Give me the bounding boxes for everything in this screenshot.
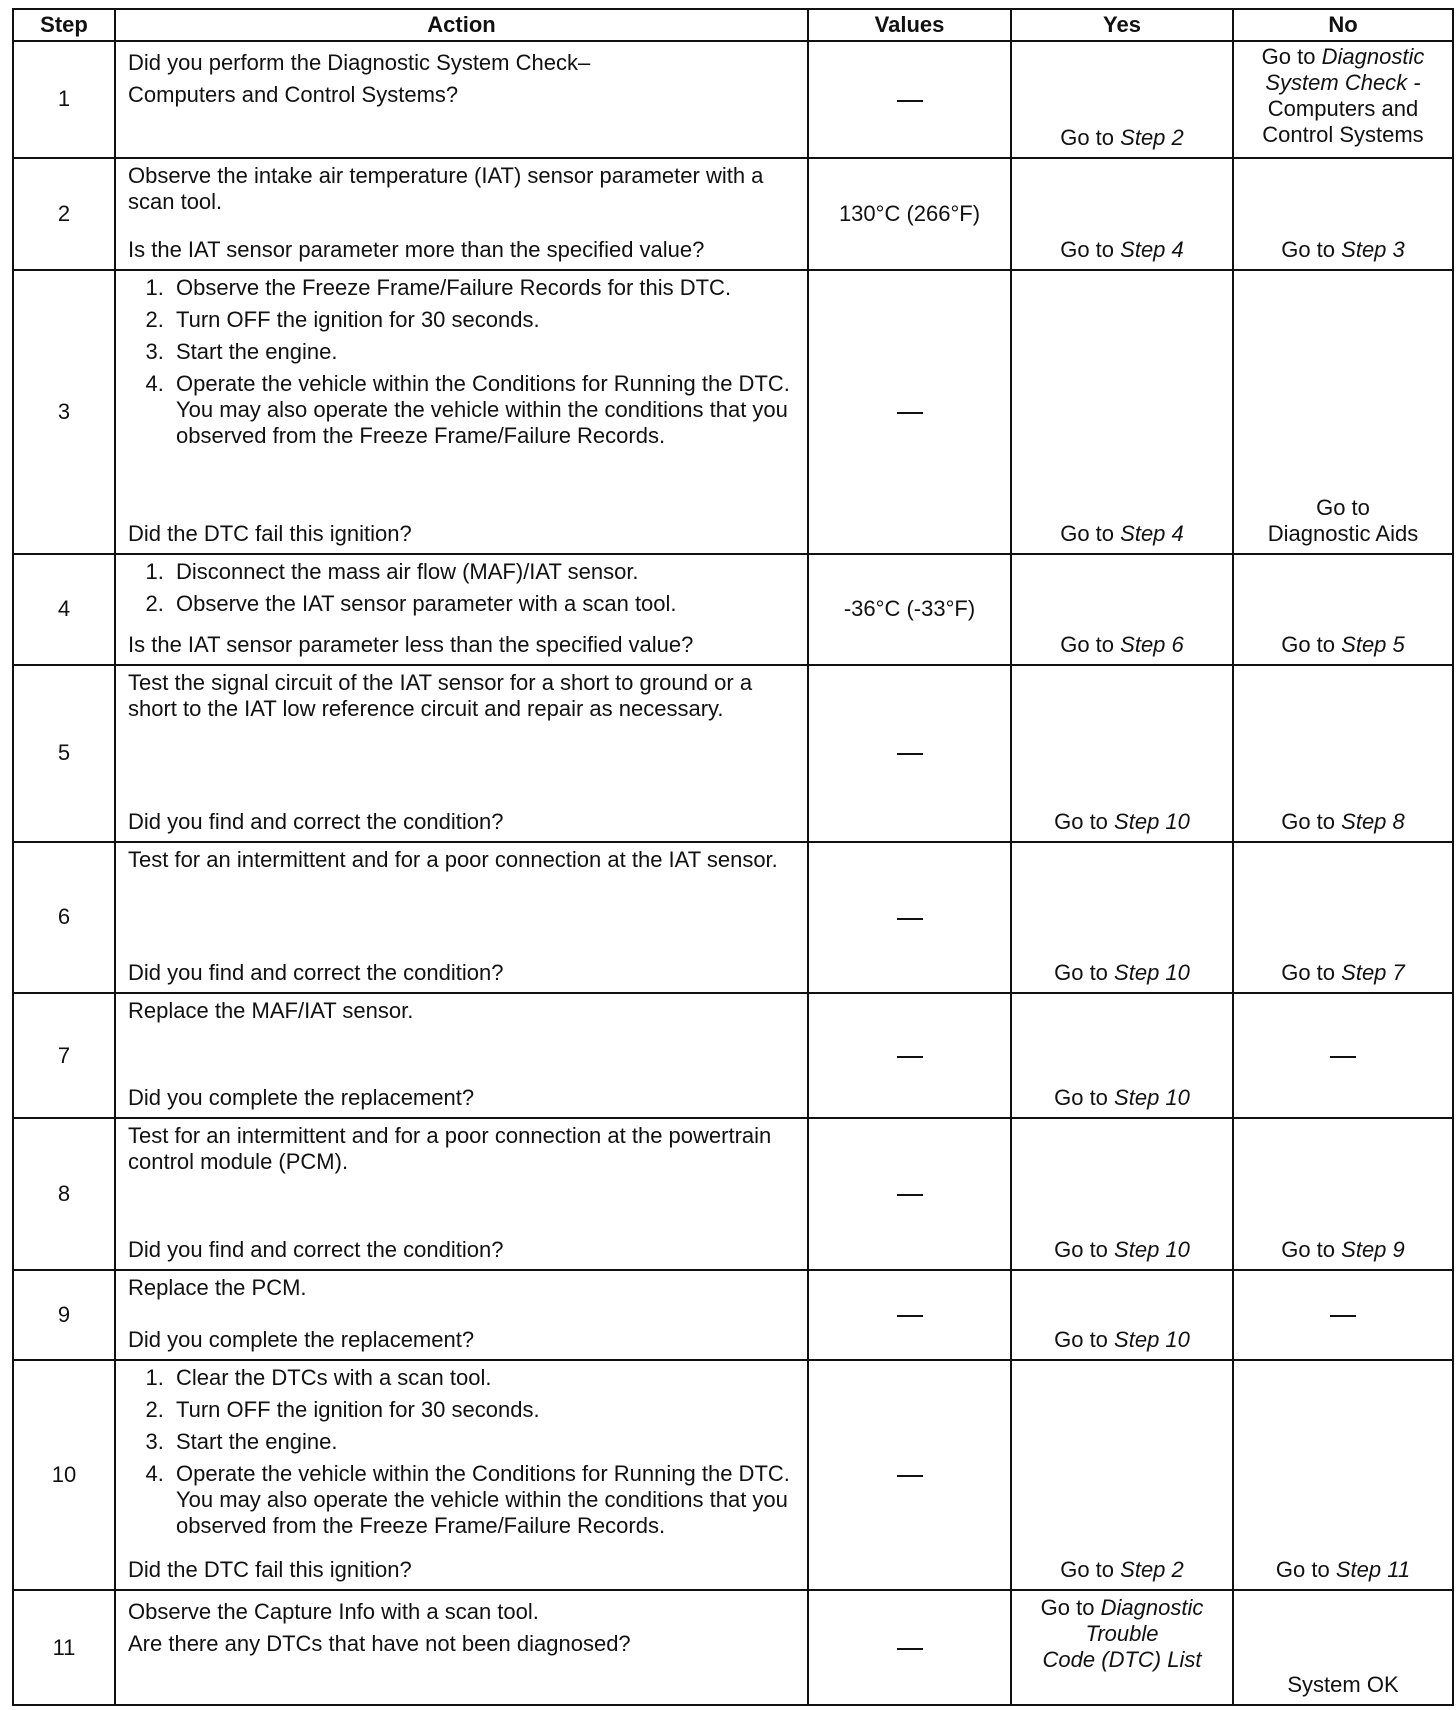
yes-link[interactable]: Diagnostic	[1100, 1595, 1204, 1621]
value-cell	[808, 1270, 1011, 1360]
no-cell	[1233, 158, 1453, 271]
action-text: Replace the PCM.	[128, 1274, 307, 1300]
dash-mark	[897, 1056, 923, 1058]
header-row	[13, 9, 1453, 41]
procedure-item: 1. Disconnect the mass air flow (MAF)/IAT sensor.	[170, 559, 799, 585]
value-cell: -36°C (-33°F)	[808, 554, 1011, 665]
yes-cell	[1011, 41, 1233, 158]
action-cell	[115, 1270, 808, 1360]
table-row	[13, 1118, 1453, 1270]
step-number: 6	[13, 842, 115, 994]
yes-cell	[1011, 1118, 1233, 1270]
procedure-list	[128, 275, 799, 455]
dash-mark	[897, 1194, 923, 1196]
action-text: Computers and Control Systems?	[128, 82, 459, 107]
procedure-item: 3. Start the engine.	[170, 1429, 799, 1455]
no-link[interactable]: System Check -	[1265, 70, 1421, 95]
go-to-label: Go to	[1281, 960, 1336, 986]
go-to-label: Go to	[1281, 1236, 1336, 1262]
yes-cell	[1011, 842, 1233, 994]
no-link[interactable]: Step 5	[1341, 631, 1405, 657]
yes-link[interactable]: Step 6	[1120, 631, 1184, 657]
value-cell	[808, 993, 1011, 1118]
yes-cell	[1011, 158, 1233, 271]
yes-cell	[1011, 1590, 1233, 1705]
yes-link[interactable]: Code (DTC) List	[1042, 1647, 1202, 1673]
action-cell	[115, 1360, 808, 1590]
dash-mark	[897, 918, 923, 920]
go-to-label: Go to	[1261, 44, 1316, 69]
no-link[interactable]: Step 8	[1341, 808, 1405, 834]
no-cell	[1233, 41, 1453, 158]
procedure-list	[128, 1365, 799, 1545]
no-cell	[1233, 1118, 1453, 1270]
yes-cell	[1011, 1360, 1233, 1590]
go-to-label: Go to	[1054, 1326, 1108, 1352]
procedure-item: 2. Observe the IAT sensor parameter with a scan tool.	[170, 591, 799, 617]
header-no: No	[1233, 9, 1453, 41]
step-number: 3	[13, 270, 115, 554]
procedure-item: 3. Start the engine.	[170, 339, 799, 365]
go-to-label: Go to	[1054, 808, 1108, 834]
procedure-list	[128, 559, 799, 623]
yes-cell	[1011, 993, 1233, 1118]
dash-mark	[897, 412, 923, 414]
table-row	[13, 1590, 1453, 1705]
no-link[interactable]: Diagnostic Aids	[1267, 521, 1419, 546]
go-to-label: Go to	[1060, 521, 1115, 546]
table-row	[13, 554, 1453, 665]
no-link[interactable]: Step 7	[1341, 960, 1405, 986]
yes-link[interactable]: Step 10	[1114, 1236, 1190, 1262]
no-link[interactable]: Step 9	[1341, 1236, 1405, 1262]
action-text: Replace the MAF/IAT sensor.	[128, 998, 414, 1024]
procedure-item: 1. Observe the Freeze Frame/Failure Records for this DTC.	[170, 275, 799, 301]
no-cell	[1233, 1270, 1453, 1360]
yes-link[interactable]: Step 10	[1114, 960, 1190, 986]
no-text: Control Systems	[1262, 122, 1424, 147]
action-text: Test for an intermittent and for a poor connection at the IAT sensor.	[128, 846, 778, 872]
dash-mark	[897, 100, 923, 102]
no-cell	[1233, 842, 1453, 994]
action-question: Did you complete the replacement?	[128, 1085, 475, 1111]
action-question: Did you find and correct the condition?	[128, 960, 504, 986]
no-text: Computers and	[1267, 96, 1419, 121]
step-number: 7	[13, 993, 115, 1118]
step-number: 1	[13, 41, 115, 158]
go-to-label: Go to	[1275, 1557, 1330, 1583]
action-text: Did you perform the Diagnostic System Check–	[128, 50, 591, 75]
no-cell	[1233, 1360, 1453, 1590]
no-text: Go to	[1316, 495, 1370, 520]
go-to-label: Go to	[1060, 237, 1115, 263]
table-row	[13, 665, 1453, 842]
action-question: Did you find and correct the condition?	[128, 1236, 504, 1262]
value-cell	[808, 270, 1011, 554]
step-number: 4	[13, 554, 115, 665]
action-cell	[115, 993, 808, 1118]
header-values: Values	[808, 9, 1011, 41]
step-number: 8	[13, 1118, 115, 1270]
value-cell	[808, 665, 1011, 842]
action-question: Did you complete the replacement?	[128, 1326, 475, 1352]
action-question: Did you find and correct the condition?	[128, 808, 504, 834]
action-text: Test for an intermittent and for a poor connection at the powertrain control module (PCM).	[128, 1123, 772, 1175]
step-number: 9	[13, 1270, 115, 1360]
action-cell	[115, 1118, 808, 1270]
action-cell	[115, 270, 808, 554]
yes-link[interactable]: Step 2	[1120, 124, 1184, 150]
table-row	[13, 1270, 1453, 1360]
procedure-item: 2. Turn OFF the ignition for 30 seconds.	[170, 1397, 799, 1423]
action-question: Did the DTC fail this ignition?	[128, 1557, 412, 1583]
value-cell	[808, 1360, 1011, 1590]
yes-link[interactable]: Trouble	[1085, 1621, 1159, 1647]
table-row	[13, 41, 1453, 158]
step-number: 11	[13, 1590, 115, 1705]
yes-link[interactable]: Step 10	[1114, 1326, 1190, 1352]
action-text: Observe the Capture Info with a scan tool.	[128, 1599, 539, 1625]
yes-cell	[1011, 665, 1233, 842]
yes-link[interactable]: Step 10	[1114, 808, 1190, 834]
action-text: Test the signal circuit of the IAT sensor for a short to ground or a short to the IAT low reference circuit and repair as necessary.	[128, 669, 753, 721]
action-text: Observe the intake air temperature (IAT) sensor parameter with a scan tool.	[128, 162, 764, 214]
table-row	[13, 1360, 1453, 1590]
no-cell	[1233, 270, 1453, 554]
step-number: 10	[13, 1360, 115, 1590]
value-cell	[808, 842, 1011, 994]
value-cell: 130°C (266°F)	[808, 158, 1011, 271]
go-to-label: Go to	[1054, 1236, 1108, 1262]
no-cell	[1233, 554, 1453, 665]
header-step: Step	[13, 9, 115, 41]
yes-link[interactable]: Step 2	[1120, 1557, 1184, 1583]
yes-link[interactable]: Step 4	[1120, 521, 1184, 546]
go-to-label: Go to	[1054, 960, 1108, 986]
table-row	[13, 158, 1453, 271]
yes-link[interactable]: Step 10	[1114, 1085, 1190, 1111]
go-to-label: Go to	[1060, 631, 1115, 657]
yes-cell	[1011, 270, 1233, 554]
no-cell	[1233, 993, 1453, 1118]
action-question: Are there any DTCs that have not been diagnosed?	[128, 1631, 631, 1657]
action-cell	[115, 665, 808, 842]
header-yes: Yes	[1011, 9, 1233, 41]
yes-cell	[1011, 1270, 1233, 1360]
dash-mark	[897, 1315, 923, 1317]
step-number: 5	[13, 665, 115, 842]
dash-mark	[897, 1648, 923, 1650]
procedure-item: 4. Operate the vehicle within the Conditions for Running the DTC. You may also operate the vehicle within the conditions that you observed from the Freeze Frame/Failure Records.	[170, 371, 799, 449]
go-to-label: Go to	[1054, 1085, 1108, 1111]
yes-cell	[1011, 554, 1233, 665]
procedure-item: 1. Clear the DTCs with a scan tool.	[170, 1365, 799, 1391]
table-row	[13, 993, 1453, 1118]
procedure-item: 2. Turn OFF the ignition for 30 seconds.	[170, 307, 799, 333]
go-to-label: Go to	[1281, 808, 1336, 834]
no-link[interactable]: Diagnostic	[1321, 44, 1425, 69]
action-question: Did the DTC fail this ignition?	[128, 521, 412, 546]
no-cell	[1233, 665, 1453, 842]
action-cell	[115, 554, 808, 665]
no-link[interactable]: Step 11	[1335, 1557, 1411, 1583]
action-cell	[115, 41, 808, 158]
value-cell	[808, 1590, 1011, 1705]
action-cell	[115, 1590, 808, 1705]
go-to-label: Go to	[1060, 124, 1115, 150]
dash-mark	[1330, 1315, 1356, 1317]
action-cell	[115, 842, 808, 994]
action-question: Is the IAT sensor parameter more than the specified value?	[128, 237, 705, 263]
go-to-label: Go to	[1281, 237, 1336, 263]
go-to-label: Go to	[1281, 631, 1336, 657]
no-link[interactable]: Step 3	[1341, 237, 1405, 263]
step-number: 2	[13, 158, 115, 271]
no-cell: System OK	[1233, 1590, 1453, 1705]
go-to-label: Go to	[1060, 1557, 1115, 1583]
header-action: Action	[115, 9, 808, 41]
dash-mark	[1330, 1056, 1356, 1058]
yes-link[interactable]: Step 4	[1120, 237, 1184, 263]
dash-mark	[897, 1475, 923, 1477]
table-row	[13, 842, 1453, 994]
value-cell	[808, 41, 1011, 158]
action-cell	[115, 158, 808, 271]
table-row	[13, 270, 1453, 554]
procedure-item: 4. Operate the vehicle within the Conditions for Running the DTC. You may also operate the vehicle within the conditions that you observed from the Freeze Frame/Failure Records.	[170, 1461, 799, 1539]
dash-mark	[897, 753, 923, 755]
action-question: Is the IAT sensor parameter less than the specified value?	[128, 631, 694, 657]
go-to-label: Go to	[1040, 1595, 1095, 1621]
value-cell	[808, 1118, 1011, 1270]
diagnostic-table	[12, 8, 1454, 1706]
